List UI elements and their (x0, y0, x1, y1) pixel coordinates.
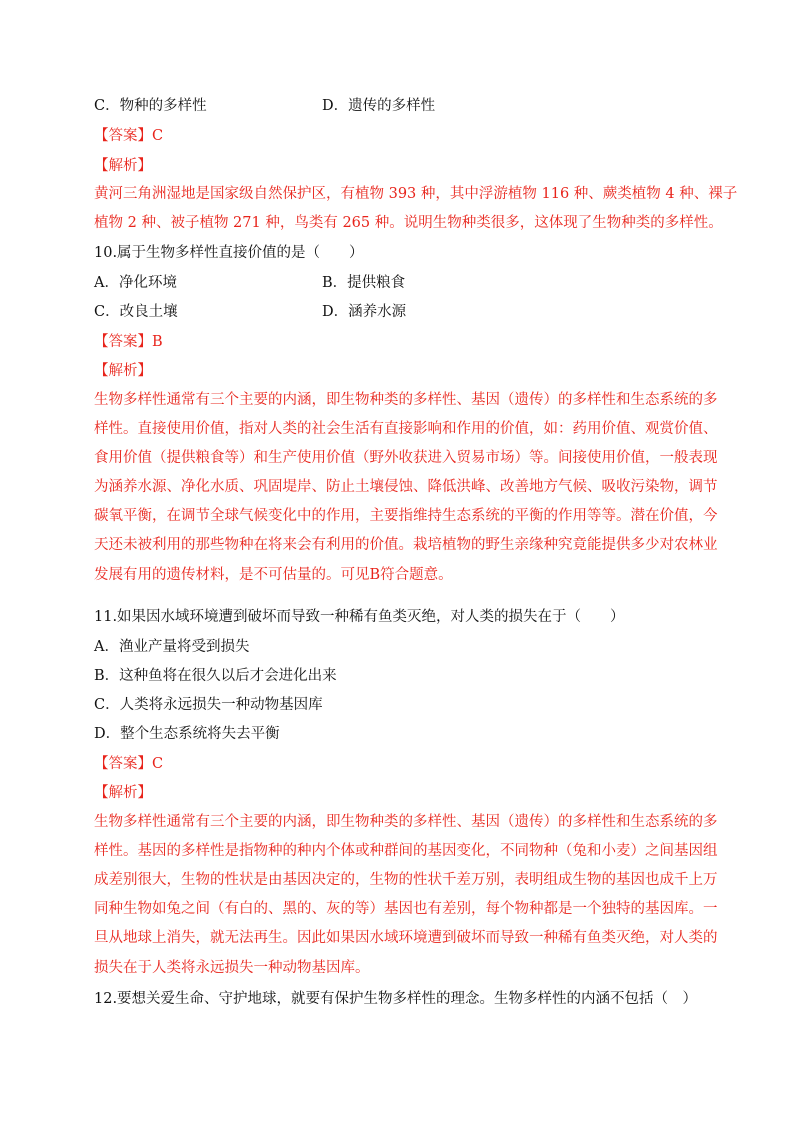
q10-analysis-line: 碳氧平衡，在调节全球气候变化中的作用，主要指维持生态系统的平衡的作用等等。潜在价值，今 (94, 508, 718, 524)
q10-option-b: B．提供粮食 (322, 275, 406, 291)
q10-analysis-line: 天还未被利用的那些物种在将来会有利用的价值。栽培植物的野生亲缘种究竟能提供多少对农林业 (94, 537, 718, 553)
q11-analysis-line: 成差别很大，生物的性状是由基因决定的，生物的性状千差万别，表明组成生物的基因也成千上万 (94, 872, 718, 888)
q9-answer: 【答案】C (94, 128, 164, 144)
q9-analysis-line: 黄河三角洲湿地是国家级自然保护区，有植物 393 种，其中浮游植物 116 种、蕨类植物 4 种、裸子 (94, 186, 738, 202)
q11-option-c: C．人类将永远损失一种动物基因库 (94, 697, 323, 713)
q10-options-row-1 (94, 273, 406, 293)
q10-analysis-line: 发展有用的遗传材料，是不可估量的。可见B符合题意。 (94, 567, 453, 583)
q10-option-c: C．改良土壤 (94, 304, 178, 320)
q11-answer: 【答案】C (94, 756, 164, 772)
q11-analysis-line: 样性。基因的多样性是指物种的种内个体或种群间的基因变化，不同物种（兔和小麦）之间基因组 (94, 843, 718, 859)
q9-options-row (94, 96, 436, 116)
q10-question: 10.属于生物多样性直接价值的是（ ） (94, 245, 364, 261)
q10-option-a: A．净化环境 (94, 275, 177, 291)
q10-analysis-label: 【解析】 (94, 363, 152, 379)
q11-analysis-line: 生物多样性通常有三个主要的内涵，即生物种类的多样性、基因（遗传）的多样性和生态系统的多 (94, 814, 718, 830)
q11-analysis-line: 同种生物如兔之间（有白的、黑的、灰的等）基因也有差别，每个物种都是一个独特的基因库。一 (94, 901, 718, 917)
q11-option-d: D．整个生态系统将失去平衡 (94, 726, 280, 742)
q11-analysis-line: 损失在于人类将永远损失一种动物基因库。 (94, 960, 370, 976)
q11-option-b: B．这种鱼将在很久以后才会进化出来 (94, 668, 337, 684)
q12-question: 12.要想关爱生命、守护地球，就要有保护生物多样性的理念。生物多样性的内涵不包括（ ） (94, 991, 698, 1007)
q9-option-c: C．物种的多样性 (94, 98, 207, 114)
q9-option-d: D．遗传的多样性 (322, 98, 436, 114)
q10-analysis-line: 食用价值（提供粮食等）和生产使用价值（野外收获进入贸易市场）等。间接使用价值，一般表现 (94, 450, 718, 466)
q10-analysis-line: 样性。直接使用价值，指对人类的社会生活有直接影响和作用的价值，如：药用价值、观赏价值、 (94, 421, 718, 437)
q11-analysis-label: 【解析】 (94, 785, 152, 801)
q10-analysis-line: 为涵养水源、净化水质、巩固堤岸、防止土壤侵蚀、降低洪峰、改善地方气候、吸收污染物，调节 (94, 479, 718, 495)
q11-analysis-line: 旦从地球上消失，就无法再生。因此如果因水域环境遭到破坏而导致一种稀有鱼类灭绝，对人类的 (94, 930, 718, 946)
q10-option-d: D．涵养水源 (322, 304, 407, 320)
q9-analysis-label: 【解析】 (94, 158, 152, 174)
q11-option-a: A．渔业产量将受到损失 (94, 639, 250, 655)
q9-analysis-line: 植物 2 种、被子植物 271 种，鸟类有 265 种。说明生物种类很多，这体现了生物种类的多样性。 (94, 215, 723, 231)
q10-analysis-line: 生物多样性通常有三个主要的内涵，即生物种类的多样性、基因（遗传）的多样性和生态系统的多 (94, 392, 718, 408)
q10-answer: 【答案】B (94, 334, 163, 350)
q11-question: 11.如果因水域环境遭到破坏而导致一种稀有鱼类灭绝，对人类的损失在于（ ） (94, 609, 625, 625)
q10-options-row-2 (94, 302, 407, 322)
